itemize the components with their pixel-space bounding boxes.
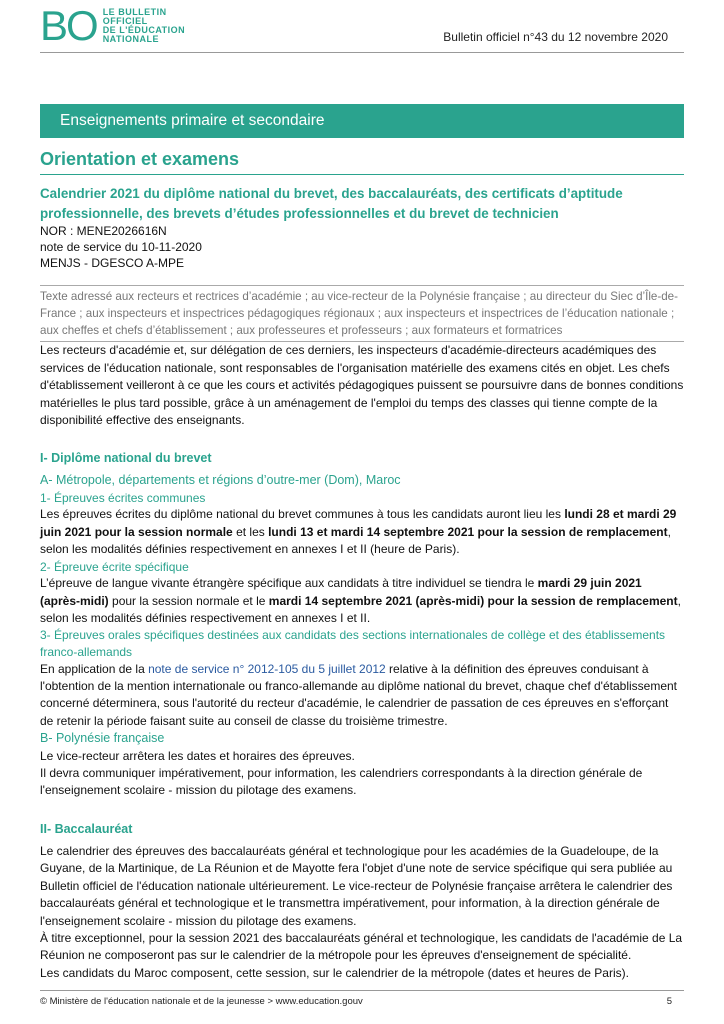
date-replacement-session: mardi 14 septembre 2021 (après-midi) pour la session de remplacement: [268, 593, 678, 608]
intro-paragraph: Les recteurs d'académie et, sur délégation de ces derniers, les inspecteurs d'académie-directeurs académiques des services de l'éducation nationale, sont responsables de l'organisation matérielle des examens cités en objet. Les chefs d'établissement veilleront à ce que les cours et activités pédagogiques puissent se poursuivre dans de bonnes conditions matérielles le plus tard possible, grâce à un aménagement de l'emploi du temps des classes qui tienne compte de la disponibilité effective des enseignants.: [40, 343, 684, 428]
note-de-service-link[interactable]: note de service n° 2012-105 du 5 juillet 2012: [148, 661, 386, 676]
logo-line: OFFICIEL: [102, 16, 148, 26]
addressee-box: Texte adressé aux recteurs et rectrices d’académie ; au vice-recteur de la Polynésie française ; au directeur du Siec d’Île-de-France ; aux inspecteurs et inspectrices pédagogiques régionaux ; aux inspecteurs et inspectrices de l’éducation nationale ; aux cheffes et chefs d’établissement ; aux professeures et professeurs ; aux formateurs et formatrices: [40, 285, 684, 342]
text-run: et les: [232, 524, 269, 539]
text-run: pour la session normale et le: [108, 593, 269, 608]
section-banner: Enseignements primaire et secondaire: [40, 104, 684, 138]
text-run: L’épreuve de langue vivante étrangère spécifique aux candidats à titre individuel se tiendra le: [40, 576, 538, 591]
logo-line: NATIONALE: [102, 34, 160, 44]
footer-divider: [40, 990, 684, 991]
subheading-metropole: A- Métropole, départements et régions d’outre-mer (Dom), Maroc: [40, 473, 401, 488]
text-run: relative à la définition des épreuves conduisant à l'obtention de la mention internationale ou franco-allemande au diplôme national du brevet, chaque chef d'établissement concerné déterminera, sous l'autorité du recteur d'académie, le calendrier de passation de ces épreuves en s'efforçant de retenir la période faisant suite au conseil de classe du troisième trimestre.: [40, 661, 678, 728]
paragraph-epreuves-communes: [40, 506, 684, 558]
text-run: , selon les modalités définies respectivement en annexes I et II (heure de Paris).: [40, 524, 671, 557]
heading-baccalaureat: II- Baccalauréat: [40, 821, 133, 836]
paragraph-polynesie-2: Il devra communiquer impérativement, pour information, les calendriers correspondants à la direction générale de l'enseignement scolaire - mission du pilotage des examens.: [40, 766, 643, 798]
paragraph-epreuve-specifique: [40, 575, 684, 627]
document-meta: [40, 223, 684, 271]
page-number: 5: [666, 996, 672, 1007]
section-title: Orientation et examens: [40, 149, 240, 169]
logo-line: DE L'ÉDUCATION: [102, 25, 186, 35]
paragraph-bac-1: Le calendrier des épreuves des baccalauréats général et technologique pour les académies de la Guadeloupe, de la Guyane, de la Martinique, de La Réunion et de Mayotte fera l'objet d'une note de service spécifique qui sera publiée au Bulletin officiel de l'éducation nationale ultérieurement. Le vice-recteur de Polynésie française arrêtera le calendrier des baccalauréats général et technologique et le transmettra impérativement, pour information, à la direction générale de l'enseignement scolaire - mission du pilotage des examens.: [40, 843, 673, 928]
document-title: Calendrier 2021 du diplôme national du brevet, des baccalauréats, des certificats d’aptitude professionnelle, des brevets d’études professionnelles et du brevet de technicien: [40, 186, 623, 221]
logo-wordmark: [103, 8, 185, 44]
document-body: [40, 184, 684, 982]
page-header: [0, 0, 724, 60]
section-divider: [40, 174, 684, 175]
paragraph-epreuves-orales: [40, 661, 684, 731]
subheading-epreuves-orales: 3- Épreuves orales spécifiques destinées aux candidats des sections internationales de collège et des établissements franco-allemands: [40, 628, 666, 660]
text-run: En application de la: [40, 661, 149, 676]
paragraph-bac-2: À titre exceptionnel, pour la session 2021 des baccalauréats général et technologique, les candidats de l'académie de La Réunion ne composeront pas sur le calendrier de la métropole pour les épreuves d'enseignement de spécialité.: [40, 930, 683, 963]
paragraph-polynesie-1: Le vice-recteur arrêtera les dates et horaires des épreuves.: [40, 748, 355, 763]
subheading-epreuve-specifique: 2- Épreuve écrite spécifique: [40, 559, 189, 574]
paragraph-bac-3: Les candidats du Maroc composent, cette session, sur le calendrier de la métropole (dates et heures de Paris).: [40, 965, 629, 980]
note-date: note de service du 10-11-2020: [40, 240, 202, 254]
text-run: Les épreuves écrites du diplôme national du brevet communes à tous les candidats auront lieu les: [40, 507, 565, 522]
logo-line: LE BULLETIN: [102, 7, 167, 17]
bulletin-reference: Bulletin officiel n°43 du 12 novembre 2020: [443, 30, 668, 44]
subheading-polynesie: B- Polynésie française: [40, 731, 165, 746]
issuer: MENJS - DGESCO A-MPE: [40, 256, 185, 270]
date-normal-session: lundi 28 et mardi 29 juin 2021 pour la session normale: [40, 507, 677, 539]
text-run: , selon les modalités définies respectivement en annexes I et II.: [40, 593, 681, 626]
logo-letters: BO: [40, 2, 97, 49]
date-replacement-session: lundi 13 et mardi 14 septembre 2021 pour la session de remplacement: [268, 524, 668, 539]
heading-brevet: I- Diplôme national du brevet: [40, 451, 212, 466]
date-normal-session: mardi 29 juin 2021 (après-midi): [40, 576, 642, 608]
footer-copyright: © Ministère de l'éducation nationale et de la jeunesse > www.education.gouv: [40, 996, 363, 1007]
subheading-epreuves-communes: 1- Épreuves écrites communes: [40, 490, 206, 505]
nor-reference: NOR : MENE2026616N: [40, 224, 167, 238]
header-divider: [40, 52, 684, 53]
bo-logo: [40, 2, 186, 49]
